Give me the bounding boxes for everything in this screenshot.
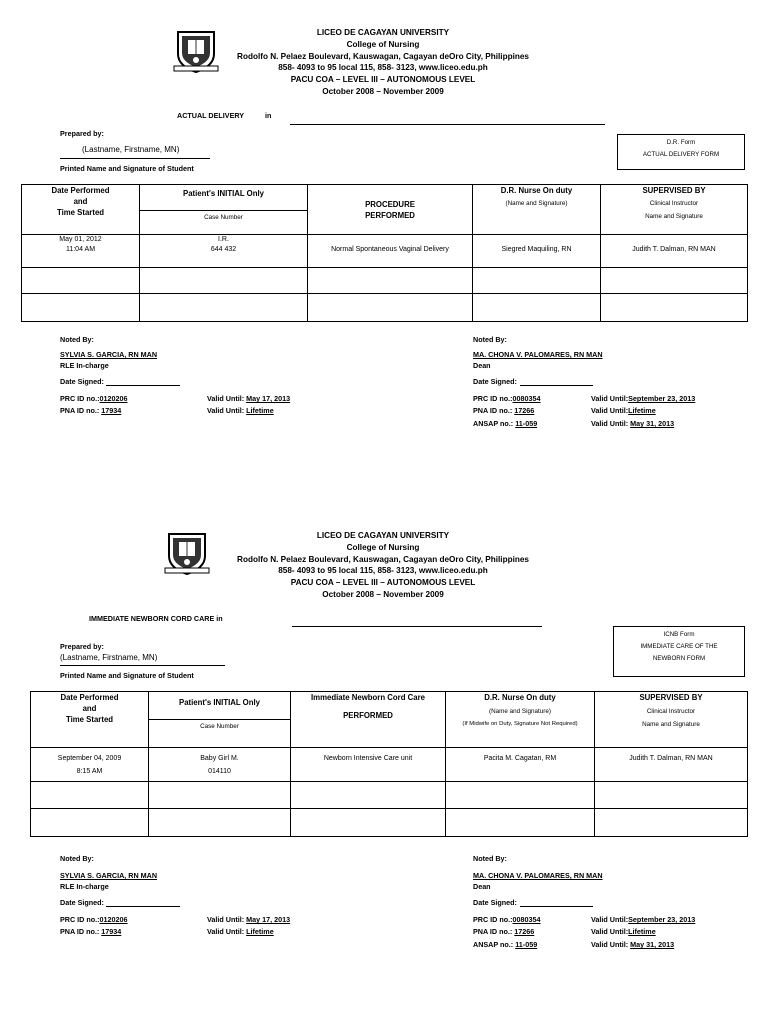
form-code-title-2: NEWBORN FORM xyxy=(652,655,706,662)
prc-id: 0080354 xyxy=(512,915,541,924)
form-code-title: IMMEDIATE CARE OF THE xyxy=(640,643,718,650)
col-header-nurse: D.R. Nurse On duty (Name and Signature) xyxy=(473,185,601,235)
row-supervisor: Judith T. Dalman, RN MAN xyxy=(601,235,748,268)
form-title: IMMEDIATE NEWBORN CORD CARE in xyxy=(89,614,223,623)
col-header-date: Date Performed and Time Started xyxy=(22,185,140,235)
address: Rodolfo N. Pelaez Boulevard, Kauswagan, Cagayan deOro City, Philippines xyxy=(237,554,529,564)
pna-valid: Lifetime xyxy=(628,927,656,936)
student-name-line[interactable] xyxy=(60,665,225,666)
prc-valid: May 17, 2013 xyxy=(246,394,291,403)
ansap-id: 11-059 xyxy=(515,940,538,949)
col-header-supervised: SUPERVISED BY Clinical Instructor Name and Signature xyxy=(601,185,748,235)
col-header-procedure: Immediate Newborn Cord Care PERFORMED xyxy=(291,692,446,748)
signatory-name: SYLVIA S. GARCIA, RN MAN xyxy=(60,871,158,880)
prc-id: 0120206 xyxy=(99,915,128,924)
student-name: (Lastname, Firstname, MN) xyxy=(60,653,158,662)
col-header-patient: Patient's INITIAL Only Case Number xyxy=(149,692,291,748)
accreditation: PACU COA – LEVEL III – AUTONOMOUS LEVEL xyxy=(290,75,476,85)
college-name: College of Nursing xyxy=(346,542,420,552)
row-procedure: Normal Spontaneous Vaginal Delivery xyxy=(308,235,473,268)
signatory-role: Dean xyxy=(473,361,491,370)
letterhead xyxy=(200,27,566,98)
col-header-date: Date Performed and Time Started xyxy=(31,692,149,748)
letterhead xyxy=(200,530,566,601)
row-nurse: Siegred Maquiling, RN xyxy=(473,235,601,268)
row-nurse: Pacita M. Cagatan, RM xyxy=(446,748,595,782)
date-signed-field[interactable] xyxy=(520,385,593,386)
table-row xyxy=(22,294,748,322)
student-name: (Lastname, Firstname, MN) xyxy=(82,145,180,154)
ansap-valid: May 31, 2013 xyxy=(630,940,675,949)
signatory-name: MA. CHONA V. PALOMARES, RN MAN xyxy=(473,350,603,359)
table-row xyxy=(31,748,748,782)
form-code-box xyxy=(617,134,745,170)
university-name: LICEO DE CAGAYAN UNIVERSITY xyxy=(316,28,450,37)
signatory-name: SYLVIA S. GARCIA, RN MAN xyxy=(60,350,158,359)
table-row xyxy=(22,235,748,268)
cord-care-table xyxy=(30,691,748,837)
date-signed-label: Date Signed: xyxy=(473,898,517,907)
printed-name-label: Printed Name and Signature of Student xyxy=(60,164,194,173)
col-header-procedure: PROCEDURE PERFORMED xyxy=(308,185,473,235)
ansap-valid: May 31, 2013 xyxy=(630,419,675,428)
student-name-line[interactable] xyxy=(60,158,210,159)
pna-id: 17266 xyxy=(514,406,535,415)
date-signed-label: Date Signed: xyxy=(60,898,104,907)
table-row xyxy=(31,782,748,809)
date-signed-field[interactable] xyxy=(106,385,180,386)
form-code: ICNB Form xyxy=(663,631,695,638)
ansap-id: 11-059 xyxy=(515,419,538,428)
form-code-title: ACTUAL DELIVERY FORM xyxy=(642,151,720,158)
prc-valid: September 23, 2013 xyxy=(628,915,696,924)
noted-by-label: Noted By: xyxy=(473,335,507,344)
printed-name-label: Printed Name and Signature of Student xyxy=(60,671,194,680)
period: October 2008 – November 2009 xyxy=(322,589,444,599)
pna-id: 17934 xyxy=(101,927,122,936)
signatory-role: RLE In-charge xyxy=(60,882,109,891)
date-signed-field[interactable] xyxy=(520,906,593,907)
period: October 2008 – November 2009 xyxy=(322,86,444,96)
form-code: D.R. Form xyxy=(666,139,696,146)
row-date: September 04, 2009 8:15 AM xyxy=(31,748,149,782)
pna-id: 17266 xyxy=(514,927,535,936)
prc-id: 0120206 xyxy=(99,394,128,403)
signatory-name: MA. CHONA V. PALOMARES, RN MAN xyxy=(473,871,603,880)
date-signed-label: Date Signed: xyxy=(60,377,104,386)
college-name: College of Nursing xyxy=(346,39,420,49)
signatory-role: RLE In-charge xyxy=(60,361,109,370)
prepared-by-label: Prepared by: xyxy=(60,129,104,138)
col-header-supervised: SUPERVISED BY Clinical Instructor Name and Signature xyxy=(595,692,748,748)
university-name: LICEO DE CAGAYAN UNIVERSITY xyxy=(316,531,450,540)
prc-id: 0080354 xyxy=(512,394,541,403)
noted-by-label: Noted By: xyxy=(473,854,507,863)
pna-valid: Lifetime xyxy=(628,406,656,415)
table-row xyxy=(22,268,748,294)
contact-info: 858- 4093 to 95 local 115, 858- 3123, www.liceo.edu.ph xyxy=(278,566,488,576)
col-header-case: Case Number xyxy=(204,214,243,221)
form-title-in: in xyxy=(265,111,272,120)
prc-valid: September 23, 2013 xyxy=(628,394,696,403)
area-field[interactable] xyxy=(290,124,605,125)
row-patient: Baby Girl M. 014110 xyxy=(149,748,291,782)
form-code-box xyxy=(613,626,745,677)
row-supervisor: Judith T. Dalman, RN MAN xyxy=(595,748,748,782)
table-row xyxy=(31,809,748,837)
row-date: May 01, 2012 11:04 AM xyxy=(22,235,140,268)
delivery-table xyxy=(21,184,748,322)
contact-info: 858- 4093 to 95 local 115, 858- 3123, www.liceo.edu.ph xyxy=(278,63,488,73)
pna-valid: Lifetime xyxy=(246,927,274,936)
area-field[interactable] xyxy=(292,626,542,627)
col-header-patient: Patient's INITIAL Only Case Number xyxy=(140,185,308,235)
col-header-nurse: D.R. Nurse On duty (Name and Signature) (If Midwife on Duty, Signature Not Required) xyxy=(446,692,595,748)
prepared-by-label: Prepared by: xyxy=(60,642,104,651)
form-title: ACTUAL DELIVERY xyxy=(177,111,245,120)
pna-id: 17934 xyxy=(101,406,122,415)
row-patient: I.R. 644 432 xyxy=(140,235,308,268)
date-signed-label: Date Signed: xyxy=(473,377,517,386)
noted-by-label: Noted By: xyxy=(60,854,94,863)
pna-valid: Lifetime xyxy=(246,406,274,415)
accreditation: PACU COA – LEVEL III – AUTONOMOUS LEVEL xyxy=(290,578,476,588)
col-header-case: Case Number xyxy=(200,723,239,730)
date-signed-field[interactable] xyxy=(106,906,180,907)
signatory-role: Dean xyxy=(473,882,491,891)
prc-valid: May 17, 2013 xyxy=(246,915,291,924)
row-procedure: Newborn Intensive Care unit xyxy=(291,748,446,782)
address: Rodolfo N. Pelaez Boulevard, Kauswagan, Cagayan deOro City, Philippines xyxy=(237,51,529,61)
noted-by-label: Noted By: xyxy=(60,335,94,344)
